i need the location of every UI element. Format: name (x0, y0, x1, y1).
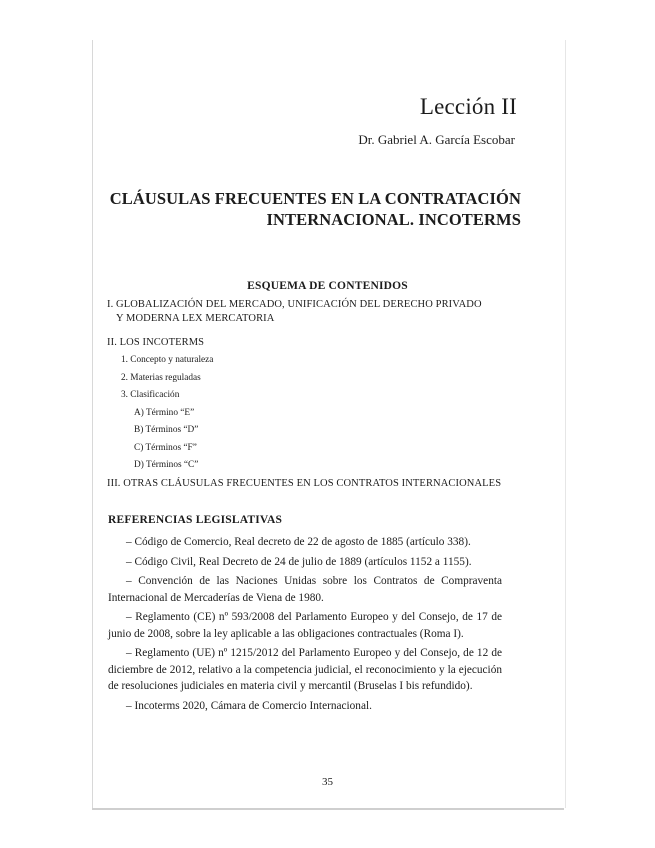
lesson-title: Lección II (419, 94, 517, 119)
outline-section-1-line-2: Y MODERNA LEX MERCATORIA (116, 313, 275, 324)
chapter-title-line-1: CLÁUSULAS FRECUENTES EN LA CONTRATACIÓN (109, 189, 521, 208)
outline-subitem-3: 3. Clasificación (121, 390, 180, 400)
outline-term-c: C) Términos “F” (134, 442, 197, 453)
outline-term-d: D) Términos “C” (134, 460, 199, 470)
author-name: Dr. Gabriel A. García Escobar (358, 132, 515, 147)
references-list (108, 534, 502, 717)
chapter-title-line-2: INTERNACIONAL. INCOTERMS (266, 210, 521, 229)
chapter-title (101, 188, 521, 230)
outline-section-1-line-1: I. GLOBALIZACIÓN DEL MERCADO, UNIFICACIÓN DEL DERECHO PRIVADO (107, 299, 482, 310)
reference-item: – Código Civil, Real Decreto de 24 de julio de 1889 (artículos 1152 a 1155). (126, 555, 472, 568)
outline-section-2: II. LOS INCOTERMS (107, 337, 205, 348)
references-heading: REFERENCIAS LEGISLATIVAS (108, 514, 283, 526)
reference-item: – Código de Comercio, Real decreto de 22 de agosto de 1885 (artículo 338). (126, 536, 471, 548)
contents-outline (107, 298, 507, 491)
outline-section-1 (107, 298, 507, 326)
reference-item: – Reglamento (UE) nº 1215/2012 del Parlamento Europeo y del Consejo, de 12 de diciembre de 2012, relativo a la competencia judicial, el reconocimiento y la ejecución de resoluciones judiciales en materia civil y mercantil (Bruselas I bis refundido). (108, 647, 502, 692)
outline-subitem-2: 2. Materias reguladas (121, 372, 201, 383)
outline-term-b: B) Términos “D” (134, 425, 199, 435)
reference-item: – Convención de las Naciones Unidas sobre los Contratos de Compraventa Internacional de Mercaderías de Viena de 1980. (108, 575, 502, 604)
esquema-heading: ESQUEMA DE CONTENIDOS (247, 280, 408, 292)
page-number: 35 (322, 776, 333, 788)
outline-subitem-1: 1. Concepto y naturaleza (121, 355, 214, 365)
outline-section-3: III. OTRAS CLÁUSULAS FRECUENTES EN LOS CONTRATOS INTERNACIONALES (107, 477, 502, 489)
reference-item: – Incoterms 2020, Cámara de Comercio Internacional. (126, 699, 372, 712)
reference-item: – Reglamento (CE) nº 593/2008 del Parlamento Europeo y del Consejo, de 17 de junio de 2008, sobre la ley aplicable a las obligaciones contractuales (Roma I). (108, 611, 502, 640)
outline-term-a: A) Término “E” (134, 407, 195, 418)
